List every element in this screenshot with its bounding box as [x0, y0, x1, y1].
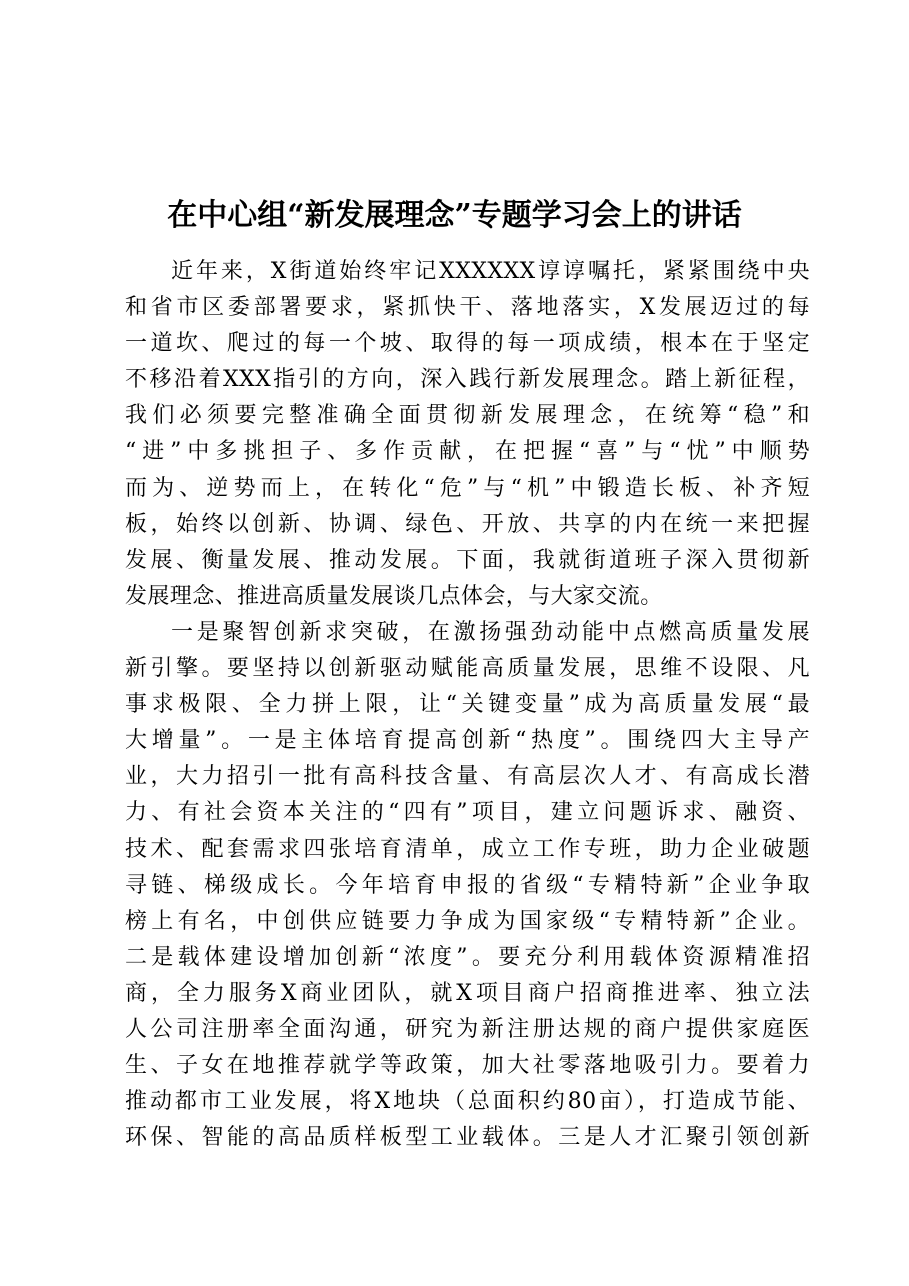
text-line: 力、有社会资本关注的“四有”项目，建立问题诉求、融资、: [125, 800, 810, 826]
text-line: 一道坎、爬过的每一个坡、取得的每一项成绩，根本在于坚定: [125, 331, 810, 357]
document-body: [125, 254, 810, 1156]
text-line: 和省市区委部署要求，紧抓快干、落地落实，X发展迈过的每: [125, 295, 810, 321]
document-title: 在中心组“新发展理念”专题学习会上的讲话: [167, 198, 742, 233]
text-line: 不移沿着XXX指引的方向，深入践行新发展理念。踏上新征程，: [125, 367, 810, 393]
text-line: 近年来，X街道始终牢记XXXXXX谆谆嘱托，紧紧围绕中央: [171, 259, 810, 284]
text-line: 人公司注册率全面沟通，研究为新注册达规的商户提供家庭医: [125, 1016, 810, 1042]
paragraph-innovation: [125, 615, 810, 1156]
text-line: 寻链、梯级成长。今年培育申报的省级“专精特新”企业争取: [125, 872, 810, 898]
text-line: 推动都市工业发展，将X地块（总面积约80亩），打造成节能、: [125, 1089, 810, 1115]
text-line: 生、子女在地推荐就学等政策，加大社零落地吸引力。要着力: [125, 1053, 810, 1079]
text-line: 板，始终以创新、协调、绿色、开放、共享的内在统一来把握: [125, 511, 810, 537]
text-line: 发展理念、推进高质量发展谈几点体会，与大家交流。: [125, 583, 663, 609]
text-line: 业，大力招引一批有高科技含量、有高层次人才、有高成长潜: [125, 764, 810, 790]
text-line: 我们必须要完整准确全面贯彻新发展理念，在统筹“稳”和: [125, 403, 810, 429]
text-line: 新引擎。要坚持以创新驱动赋能高质量发展，思维不设限、凡: [125, 656, 810, 682]
text-line: 一是聚智创新求突破，在激扬强劲动能中点燃高质量发展: [171, 619, 810, 645]
text-line: 二是载体建设增加创新“浓度”。要充分利用载体资源精准招: [125, 944, 810, 970]
text-line: 大增量”。一是主体培育提高创新“热度”。围绕四大主导产: [125, 728, 810, 754]
text-line: 发展、衡量发展、推动发展。下面，我就街道班子深入贯彻新: [125, 547, 810, 573]
paragraph-intro: [125, 254, 810, 615]
text-line: 而为、逆势而上，在转化“危”与“机”中锻造长板、补齐短: [125, 475, 810, 501]
text-line: 商，全力服务X商业团队，就X项目商户招商推进率、独立法: [125, 980, 810, 1006]
text-line: 事求极限、全力拼上限，让“关键变量”成为高质量发展“最: [125, 692, 810, 718]
text-line: “进”中多挑担子、多作贡献，在把握“喜”与“忧”中顺势: [125, 439, 810, 465]
text-line: 环保、智能的高品质样板型工业载体。三是人才汇聚引领创新: [125, 1125, 810, 1151]
text-line: 榜上有名，中创供应链要力争成为国家级“专精特新”企业。: [125, 908, 810, 934]
text-line: 技术、配套需求四张培育清单，成立工作专班，助力企业破题: [125, 836, 810, 862]
